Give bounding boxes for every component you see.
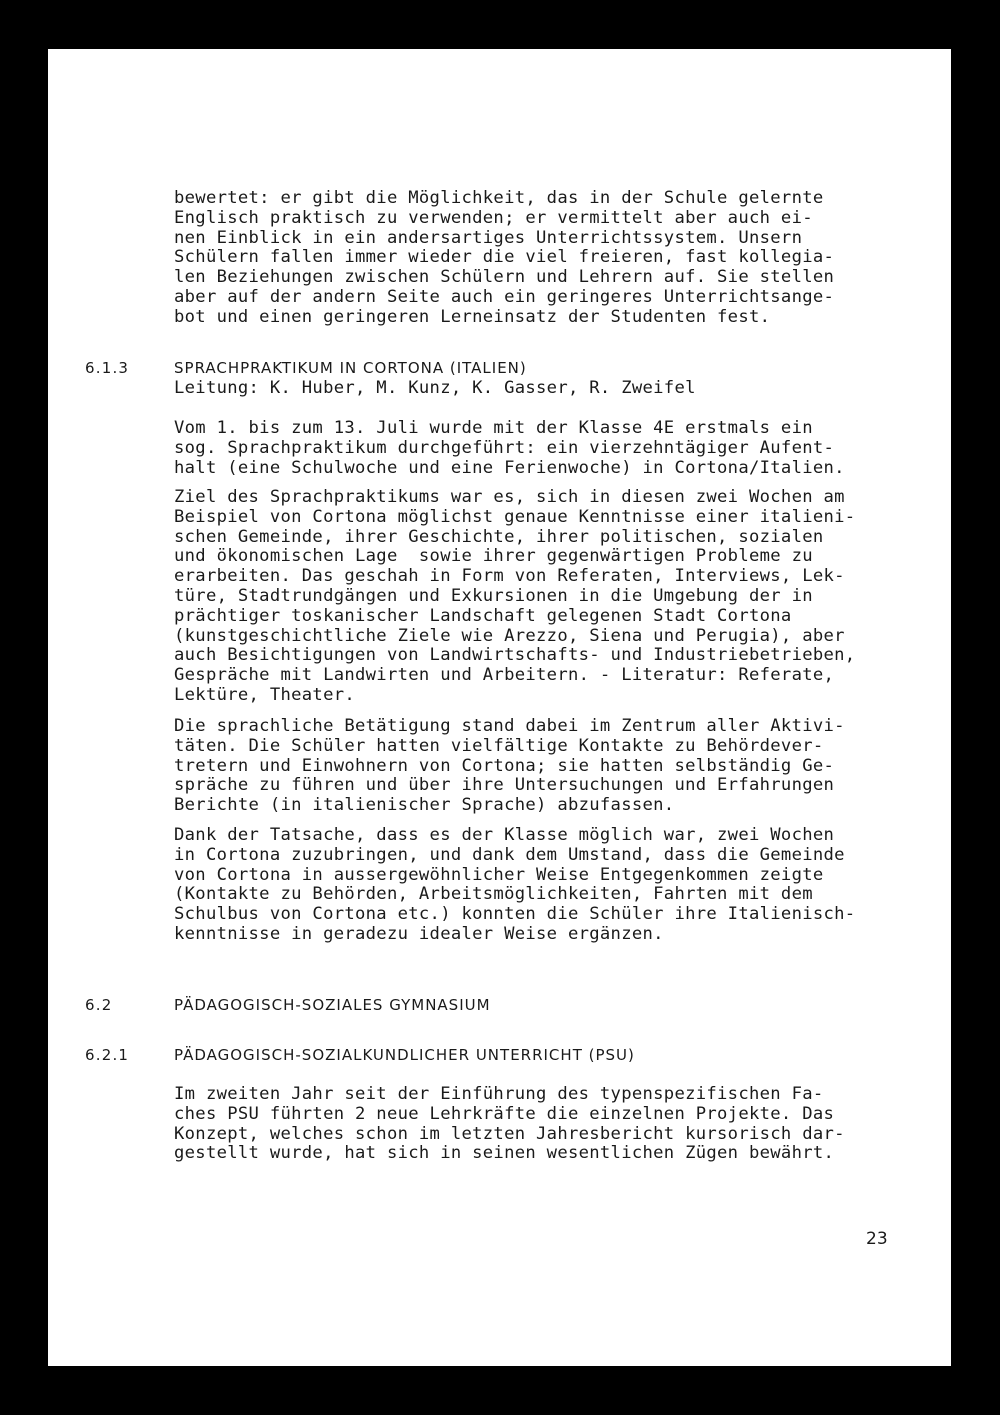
text-line: in Cortona zuzubringen, und dank dem Umstand, dass die Gemeinde [174,844,845,865]
text-line: Dank der Tatsache, dass es der Klasse möglich war, zwei Wochen [174,825,835,845]
text-line: gestellt wurde, hat sich in seinen wesentlichen Zügen bewährt. [174,1143,835,1164]
text-line: täten. Die Schüler hatten vielfältige Kontakte zu Behördever- [174,735,824,756]
text-line: schen Gemeinde, ihrer Geschichte, ihrer politischen, sozialen [174,526,824,547]
text-line: erarbeiten. Das geschah in Form von Referaten, Interviews, Lek- [174,566,845,587]
text-line: (kunstgeschichtliche Ziele wie Arezzo, Siena und Perugia), aber [174,625,845,646]
text-line: spräche zu führen und über ihre Untersuchungen und Erfahrungen [174,775,835,796]
page-number: 23 [866,1229,888,1249]
text-line: prächtiger toskanischer Landschaft gelegenen Stadt Cortona [174,605,792,626]
text-line: Beispiel von Cortona möglichst genaue Kenntnisse einer italieni- [174,506,856,527]
text-line: Ziel des Sprachpraktikums war es, sich in diesen zwei Wochen am [174,487,845,507]
text-line: Im zweiten Jahr seit der Einführung des typenspezifischen Fa- [174,1084,824,1104]
text-line: Konzept, welches schon im letzten Jahresbericht kursorisch dar- [174,1123,845,1144]
text-line: Die sprachliche Betätigung stand dabei im Zentrum aller Aktivi- [174,716,845,736]
section-6-1-3-paragraph-3 [174,717,904,816]
text-line: bot und einen geringeren Lerneinsatz der Studenten fest. [174,306,771,327]
text-line: halt (eine Schulwoche und eine Ferienwoche) in Cortona/Italien. [174,457,845,478]
section-6-1-3-paragraph-1 [174,419,904,478]
leitung-line: Leitung: K. Huber, M. Kunz, K. Gasser, R. Zweifel [174,378,696,398]
section-number-6-2-1: 6.2.1 [85,1046,130,1064]
intro-paragraph [174,189,904,328]
text-line: (Kontakte zu Behörden, Arbeitsmöglichkeiten, Fahrten mit dem [174,884,813,905]
text-line: und ökonomischen Lage sowie ihrer gegenwärtigen Probleme zu [174,546,813,567]
text-line: tretern und Einwohnern von Cortona; sie hatten selbständig Ge- [174,755,835,776]
text-line: len Beziehungen zwischen Schülern und Lehrern auf. Sie stellen [174,267,835,288]
text-line: bewertet: er gibt die Möglichkeit, das in der Schule gelernte [174,188,824,208]
text-line: Englisch praktisch zu verwenden; er vermittelt aber auch ei- [174,207,813,228]
text-line: ches PSU führten 2 neue Lehrkräfte die einzelnen Projekte. Das [174,1103,835,1124]
text-line: auch Besichtigungen von Landwirtschafts- und Industriebetrieben, [174,645,856,666]
section-6-1-3-paragraph-4 [174,826,904,945]
text-line: von Cortona in aussergewöhnlicher Weise Entgegenkommen zeigte [174,864,824,885]
text-line: Gespräche mit Landwirten und Arbeitern. - Literatur: Referate, [174,665,835,686]
text-line: sog. Sprachpraktikum durchgeführt: ein vierzehntägiger Aufent- [174,437,835,458]
section-title-6-1-3: SPRACHPRAKTIKUM IN CORTONA (ITALIEN) [174,359,527,377]
text-line: Vom 1. bis zum 13. Juli wurde mit der Klasse 4E erstmals ein [174,418,813,438]
text-line: aber auf der andern Seite auch ein geringeres Unterrichtsange- [174,286,835,307]
text-line: türe, Stadtrundgängen und Exkursionen in die Umgebung der in [174,585,813,606]
text-line: Schülern fallen immer wieder die viel freieren, fast kollegia- [174,247,835,268]
section-title-6-2: PÄDAGOGISCH-SOZIALES GYMNASIUM [174,996,491,1014]
text-line: kenntnisse in geradezu idealer Weise ergänzen. [174,923,664,944]
section-number-6-2: 6.2 [85,996,113,1014]
section-6-1-3-paragraph-2 [174,488,904,706]
section-6-2-1-paragraph-1 [174,1085,904,1164]
section-title-6-2-1: PÄDAGOGISCH-SOZIALKUNDLICHER UNTERRICHT (PSU) [174,1046,635,1064]
section-number-6-1-3: 6.1.3 [85,359,130,377]
text-line: Berichte (in italienischer Sprache) abzufassen. [174,795,675,816]
text-line: Schulbus von Cortona etc.) konnten die Schüler ihre Italienisch- [174,904,856,925]
text-line: Lektüre, Theater. [174,684,356,705]
text-line: nen Einblick in ein andersartiges Unterrichtssystem. Unsern [174,227,803,248]
